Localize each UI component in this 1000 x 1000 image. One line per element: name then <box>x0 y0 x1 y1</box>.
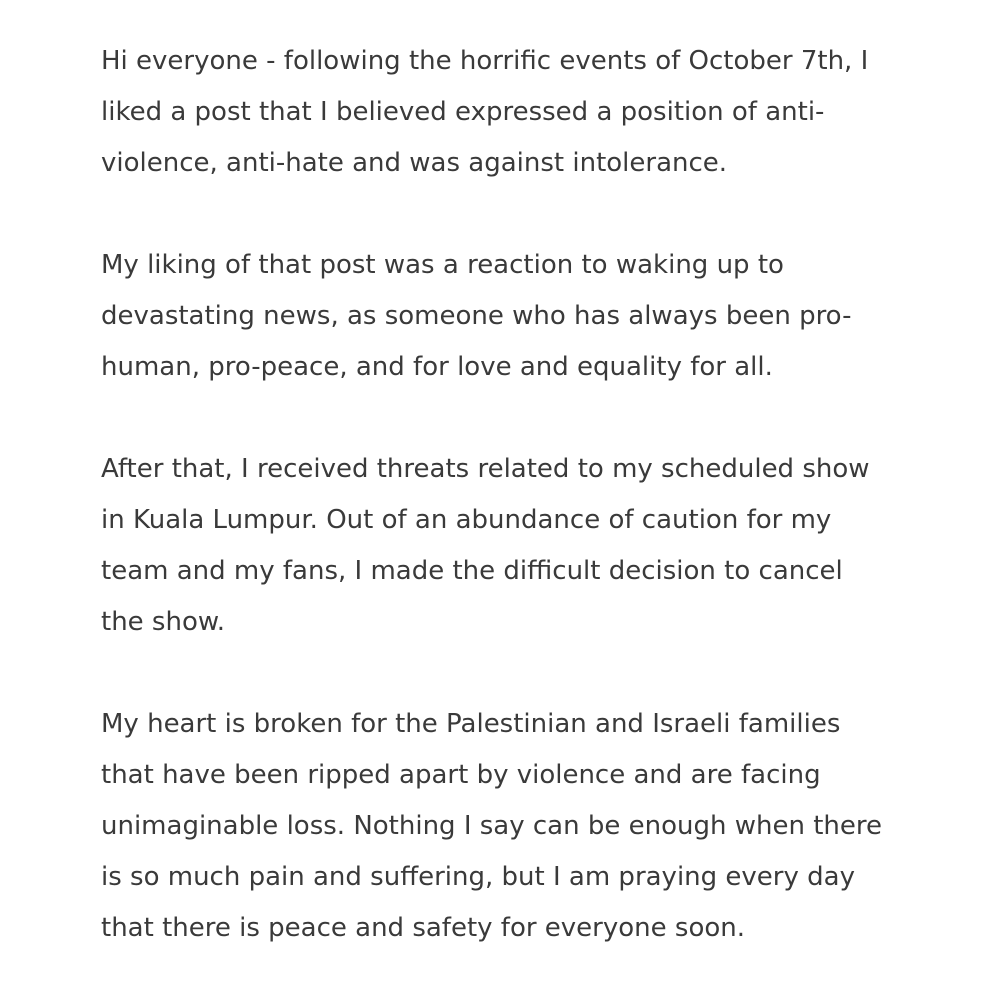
paragraph-1 <box>101 36 911 189</box>
text-line: is so much pain and suffering, but I am praying every day <box>101 862 855 892</box>
statement-body <box>101 36 911 954</box>
text-line: My heart is broken for the Palestinian and Israeli families <box>101 709 841 739</box>
text-line: liked a post that I believed expressed a position of anti- <box>101 97 825 127</box>
text-line: team and my fans, I made the difficult decision to cancel <box>101 556 843 586</box>
text-line: After that, I received threats related to my scheduled show <box>101 454 870 484</box>
text-line: that there is peace and safety for everyone soon. <box>101 913 746 943</box>
text-line: Hi everyone - following the horrific events of October 7th, I <box>101 46 869 76</box>
text-line: devastating news, as someone who has always been pro- <box>101 301 852 331</box>
text-line: that have been ripped apart by violence and are facing <box>101 760 821 790</box>
text-line: unimaginable loss. Nothing I say can be enough when there <box>101 811 882 841</box>
paragraph-3 <box>101 444 911 648</box>
paragraph-4 <box>101 699 911 954</box>
text-line: the show. <box>101 607 226 637</box>
text-line: violence, anti-hate and was against intolerance. <box>101 148 728 178</box>
paragraph-2 <box>101 240 911 393</box>
text-line: My liking of that post was a reaction to waking up to <box>101 250 784 280</box>
text-line: in Kuala Lumpur. Out of an abundance of caution for my <box>101 505 832 535</box>
text-line: human, pro-peace, and for love and equality for all. <box>101 352 773 382</box>
